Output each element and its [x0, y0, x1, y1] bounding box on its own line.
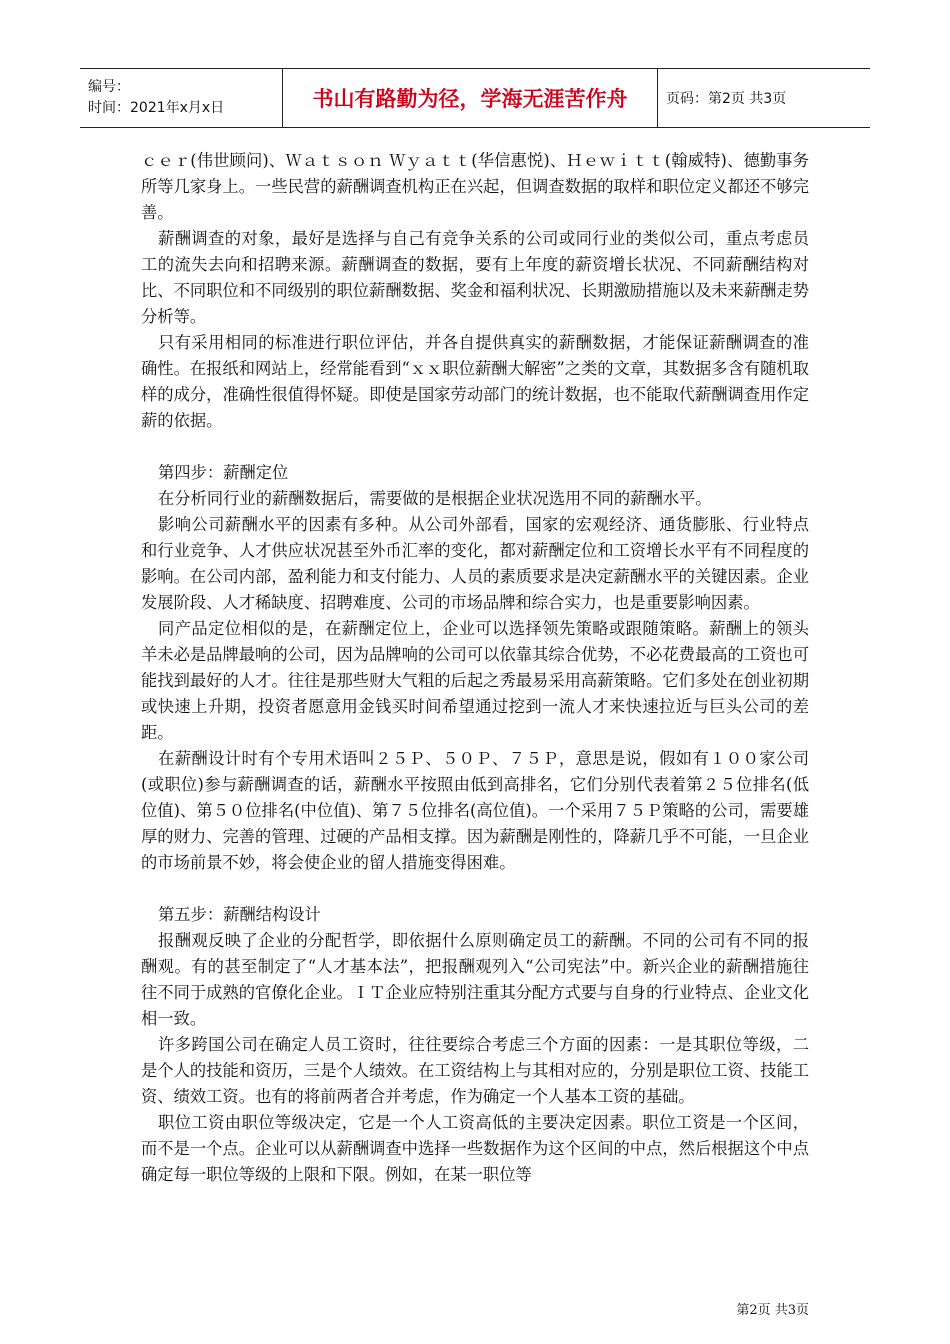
page-header	[80, 68, 870, 128]
number-label: 编号：	[88, 79, 130, 95]
paragraph: 报酬观反映了企业的分配哲学，即依据什么原则确定员工的薪酬。不同的公司有不同的报酬观。有的甚至制定了“人才基本法”，把报酬观列入“公司宪法”中。新兴企业的薪酬措施往往不同于成熟的官僚化企业。ＩＴ企业应特别注重其分配方式要与自身的行业特点、企业文化相一致。	[141, 931, 809, 1028]
document-body	[141, 148, 809, 1188]
section-heading: 第五步：薪酬结构设计	[158, 905, 321, 924]
time-label: 时间：2021年x月x日	[88, 100, 225, 116]
paragraph: 在分析同行业的薪酬数据后，需要做的是根据企业状况选用不同的薪酬水平。	[158, 489, 712, 508]
page-footer: 第2页 共3页	[736, 1303, 809, 1318]
spacer	[141, 876, 809, 902]
paragraph: 只有采用相同的标准进行职位评估，并各自提供真实的薪酬数据，才能保证薪酬调查的准确性。在报纸和网站上，经常能看到“ｘｘ职位薪酬大解密”之类的文章，其数据多含有随机取样的成分，准确性很值得怀疑。即使是国家劳动部门的统计数据，也不能取代薪酬调查用作定薪的依据。	[141, 333, 809, 430]
paragraph: ｃｅｒ(伟世顾问)、Ｗａｔｓｏｎ Ｗｙａｔｔ(华信惠悦)、Ｈｅｗｉｔｔ(翰威特)、德勤事务所等几家身上。一些民营的薪酬调查机构正在兴起，但调查数据的取样和职位定义都还不够完善。	[141, 151, 809, 222]
spacer	[141, 434, 809, 460]
header-page-code: 页码：第2页 共3页	[666, 91, 787, 107]
paragraph: 影响公司薪酬水平的因素有多种。从公司外部看，国家的宏观经济、通货膨胀、行业特点和行业竞争、人才供应状况甚至外币汇率的变化，都对薪酬定位和工资增长水平有不同程度的影响。在公司内部，盈利能力和支付能力、人员的素质要求是决定薪酬水平的关键因素。企业发展阶段、人才稀缺度、招聘难度、公司的市场品牌和综合实力，也是重要影响因素。	[141, 515, 809, 612]
paragraph: 薪酬调查的对象，最好是选择与自己有竞争关系的公司或同行业的类似公司，重点考虑员工的流失去向和招聘来源。薪酬调查的数据，要有上年度的薪资增长状况、不同薪酬结构对比、不同职位和不同级别的职位薪酬数据、奖金和福利状况、长期激励措施以及未来薪酬走势分析等。	[141, 229, 809, 326]
header-motto: 书山有路勤为径，学海无涯苦作舟	[282, 69, 658, 127]
paragraph: 职位工资由职位等级决定，它是一个人工资高低的主要决定因素。职位工资是一个区间，而不是一个点。企业可以从薪酬调查中选择一些数据作为这个区间的中点，然后根据这个中点确定每一职位等级的上限和下限。例如，在某一职位等	[141, 1113, 809, 1184]
paragraph: 许多跨国公司在确定人员工资时，往往要综合考虑三个方面的因素：一是其职位等级，二是个人的技能和资历，三是个人绩效。在工资结构上与其相对应的，分别是职位工资、技能工资、绩效工资。也有的将前两者合并考虑，作为确定一个人基本工资的基础。	[141, 1035, 809, 1106]
paragraph: 同产品定位相似的是，在薪酬定位上，企业可以选择领先策略或跟随策略。薪酬上的领头羊未必是品牌最响的公司，因为品牌响的公司可以依靠其综合优势，不必花费最高的工资也可能找到最好的人才。往往是那些财大气粗的后起之秀最易采用高薪策略。它们多处在创业初期或快速上升期，投资者愿意用金钱买时间希望通过挖到一流人才来快速拉近与巨头公司的差距。	[141, 619, 809, 742]
section-heading: 第四步：薪酬定位	[158, 463, 289, 482]
paragraph: 在薪酬设计时有个专用术语叫２５Ｐ、５０Ｐ、７５Ｐ，意思是说，假如有１００家公司(或职位)参与薪酬调查的话，薪酬水平按照由低到高排名，它们分别代表着第２５位排名(低位值)、第５０位排名(中位值)、第７５位排名(高位值)。一个采用７５Ｐ策略的公司，需要雄厚的财力、完善的管理、过硬的产品相支撑。因为薪酬是刚性的，降薪几乎不可能，一旦企业的市场前景不妙，将会使企业的留人措施变得困难。	[141, 749, 809, 872]
header-meta	[80, 69, 282, 127]
